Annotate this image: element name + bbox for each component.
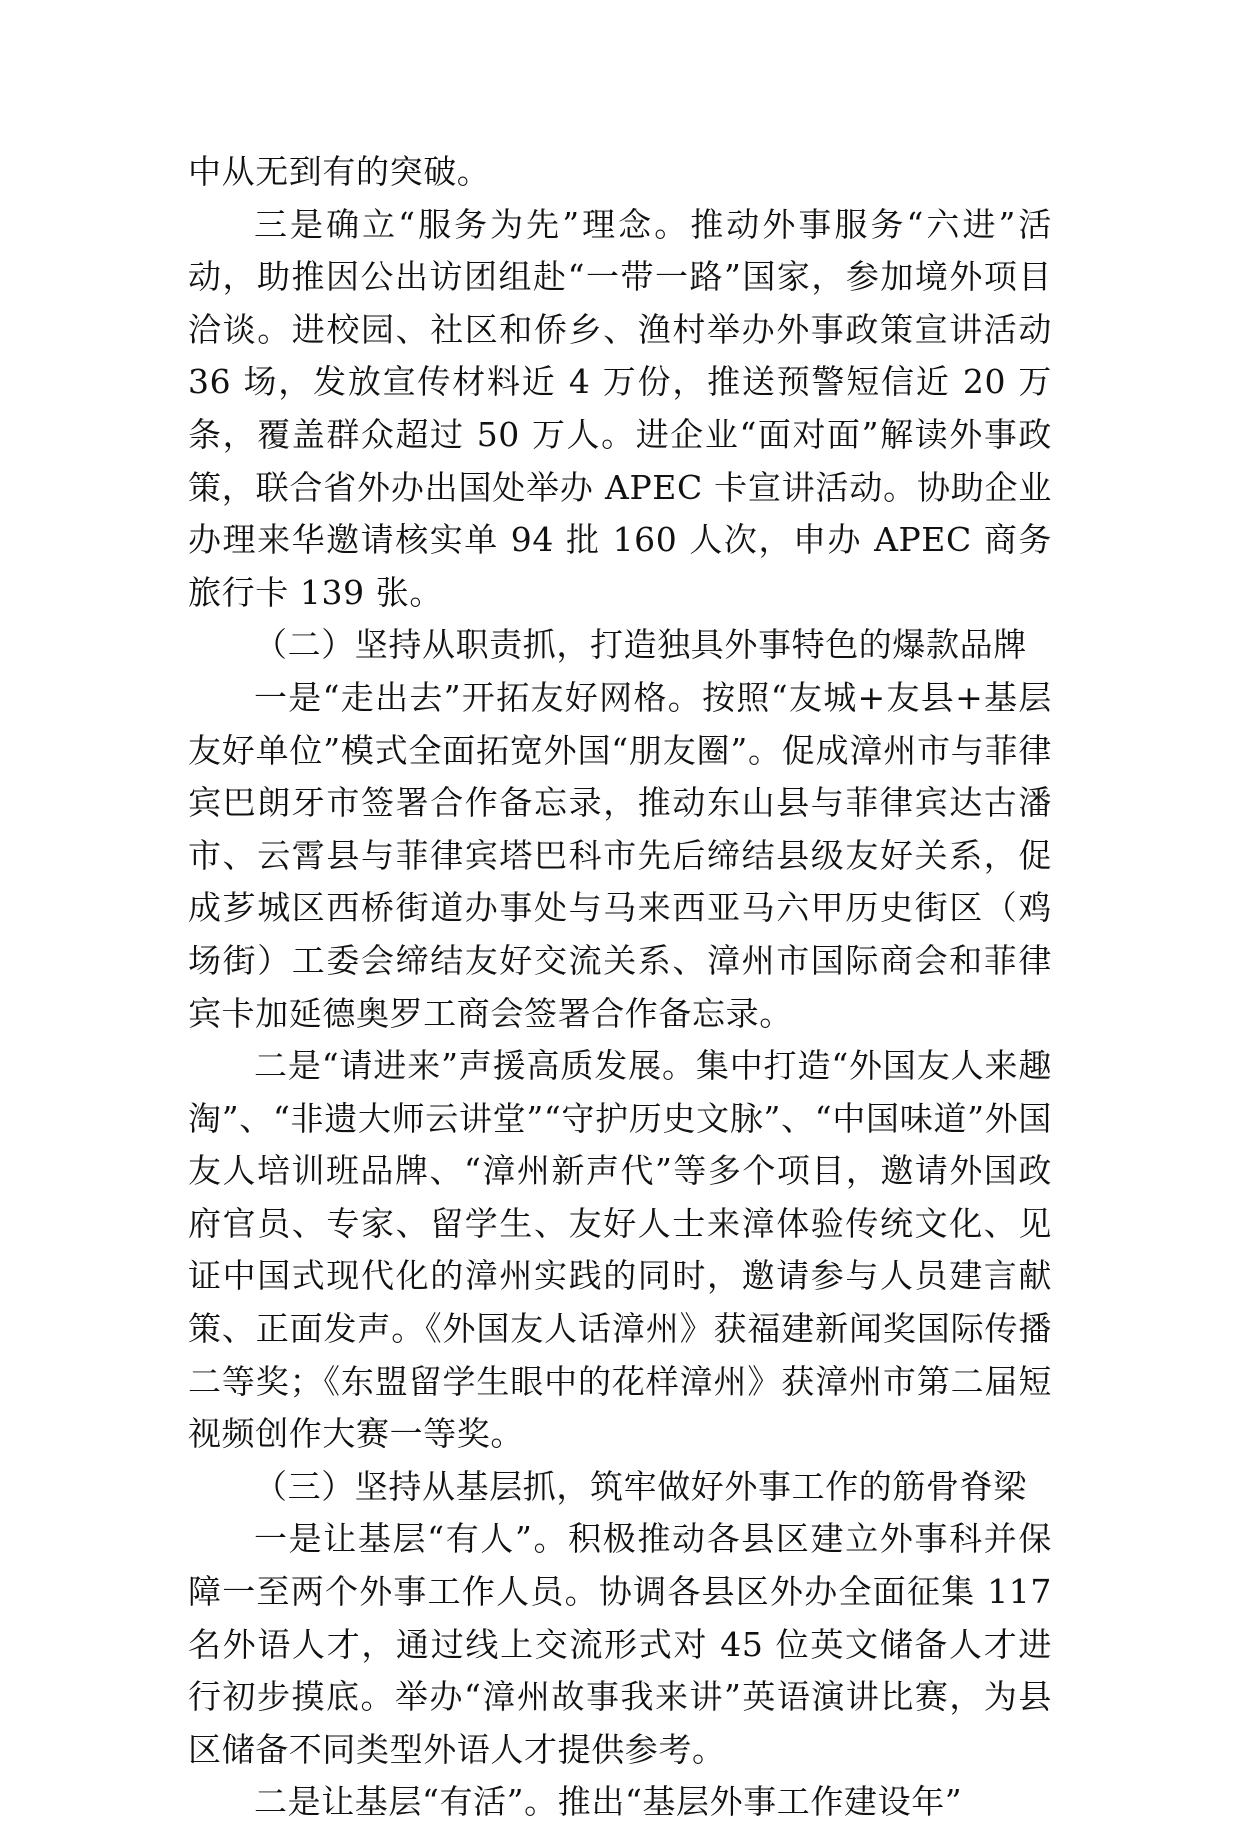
section-heading-2: （二）坚持从职责抓，打造独具外事特色的爆款品牌 xyxy=(254,625,1027,665)
section-heading-3: （三）坚持从基层抓，筑牢做好外事工作的筋骨脊梁 xyxy=(254,1466,1027,1506)
paragraph-grassroots-work: 二是让基层“有活”。推出“基层外事工作建设年” xyxy=(254,1782,963,1822)
paragraph-service-first: 三是确立“服务为先”理念。推动外事服务“六进”活动，助推因公出访团组赴“一带一路”国家，参加境外项目洽谈。进校园、社区和侨乡、渔村举办外事政策宣讲活动 36 场，发放宣传材料近 4 万份，推送预警短信近 20 万条，覆盖群众超过 50 万人。进企业“面对面”解读外事政策，联合省外办出国处举办 APEC 卡宣讲活动。协助企业办理来华邀请核实单 94 批 160 人次，申办 APEC 商务旅行卡 139 张。 xyxy=(188,204,1052,612)
document-page xyxy=(188,146,1052,1829)
paragraph-continuation: 中从无到有的突破。 xyxy=(188,152,491,191)
paragraph-inviting-in: 二是“请进来”声援高质发展。集中打造“外国友人来趣淘”、“非遗大师云讲堂”“守护历史文脉”、“中国味道”外国友人培训班品牌、“漳州新声代”等多个项目，邀请外国政府官员、专家、留学生、友好人士来漳体验传统文化、见证中国式现代化的漳州实践的同时，邀请参与人员建言献策、正面发声。《外国友人话漳州》获福建新闻奖国际传播二等奖；《东盟留学生眼中的花样漳州》获漳州市第二届短视频创作大赛一等奖。 xyxy=(188,1046,1052,1454)
paragraph-going-out: 一是“走出去”开拓友好网格。按照“友城+友县+基层友好单位”模式全面拓宽外国“朋友圈”。促成漳州市与菲律宾巴朗牙市签署合作备忘录，推动东山县与菲律宾达古潘市、云霄县与菲律宾塔巴科市先后缔结县级友好关系，促成芗城区西桥街道办事处与马来西亚马六甲历史街区（鸡场街）工委会缔结友好交流关系、漳州市国际商会和菲律宾卡加延德奥罗工商会签署合作备忘录。 xyxy=(188,677,1052,1033)
paragraph-grassroots-people: 一是让基层“有人”。积极推动各县区建立外事科并保障一至两个外事工作人员。协调各县区外办全面征集 117 名外语人才，通过线上交流形式对 45 位英文储备人才进行初步摸底。举办“漳州故事我来讲”英语演讲比赛，为县区储备不同类型外语人才提供参考。 xyxy=(188,1519,1052,1769)
